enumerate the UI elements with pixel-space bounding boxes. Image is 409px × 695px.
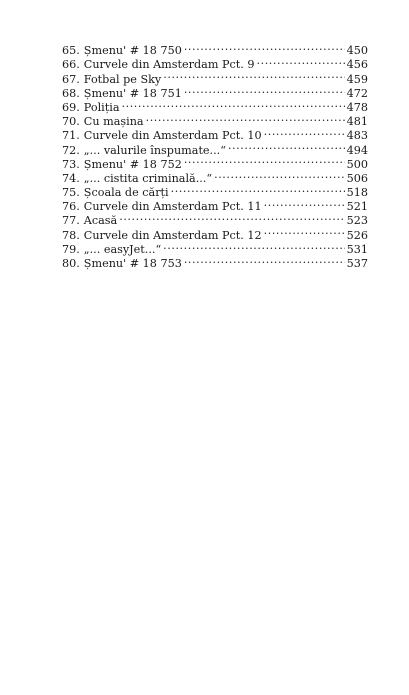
toc-entry-page: 483	[346, 129, 368, 143]
toc-entry-page: 537	[346, 257, 368, 270]
toc-dot-leader	[184, 253, 345, 267]
toc-entry-title: Curvele din Amsterdam Pct. 9	[83, 58, 255, 72]
toc-entry	[62, 40, 368, 58]
toc-entry-page: 481	[346, 115, 368, 129]
table-of-contents	[62, 40, 368, 270]
toc-entry-title: Poliția	[83, 100, 120, 114]
toc-entry-number: 75.	[62, 186, 80, 200]
toc-entry-page: 526	[346, 228, 368, 242]
toc-entry-title: „... easyJet...“	[83, 242, 162, 256]
toc-entry-page: 456	[346, 58, 368, 72]
toc-entry-number: 68.	[62, 86, 80, 100]
toc-entry-page: 523	[346, 214, 368, 228]
toc-entry-page: 506	[346, 171, 368, 185]
toc-entry-title: Școala de cărți	[83, 186, 169, 200]
toc-entry-title: Cu mașina	[83, 115, 144, 129]
toc-entry-title: Curvele din Amsterdam Pct. 12	[83, 228, 262, 242]
toc-dot-leader	[257, 54, 345, 68]
toc-entry-number: 70.	[62, 115, 80, 129]
toc-entry-number: 66.	[62, 58, 80, 72]
toc-dot-leader	[264, 125, 345, 139]
toc-entry-page: 521	[346, 200, 368, 214]
toc-entry-title: „... valurile înspumate...“	[83, 143, 226, 157]
toc-dot-leader	[264, 224, 345, 238]
toc-entry-title: „... cistita criminală...“	[83, 171, 213, 185]
toc-dot-leader	[122, 97, 345, 111]
toc-entry-title: Curvele din Amsterdam Pct. 11	[83, 200, 262, 214]
toc-entry-page: 459	[346, 72, 368, 86]
toc-entry-number: 80.	[62, 257, 80, 270]
toc-entry-title: Șmenu' # 18 753	[83, 257, 182, 270]
toc-entry-number: 72.	[62, 143, 80, 157]
toc-dot-leader	[228, 139, 345, 153]
toc-dot-leader	[184, 83, 345, 97]
toc-dot-leader	[171, 182, 345, 196]
toc-entry-page: 472	[346, 86, 368, 100]
toc-entry-title: Acasă	[83, 214, 118, 228]
toc-dot-leader	[264, 196, 345, 210]
toc-entry-page: 494	[346, 143, 368, 157]
toc-entry-number: 65.	[62, 44, 80, 58]
toc-entry-number: 71.	[62, 129, 80, 143]
toc-entry-number: 79.	[62, 242, 80, 256]
toc-entry-title: Fotbal pe Sky	[83, 72, 162, 86]
toc-entry-number: 77.	[62, 214, 80, 228]
toc-entry-title: Curvele din Amsterdam Pct. 10	[83, 129, 262, 143]
toc-entry-number: 73.	[62, 157, 80, 171]
toc-dot-leader	[163, 239, 344, 253]
toc-dot-leader	[146, 111, 345, 125]
toc-entry-title: Șmenu' # 18 750	[83, 44, 182, 58]
toc-entry-number: 74.	[62, 171, 80, 185]
toc-dot-leader	[163, 68, 344, 82]
toc-entry-number: 78.	[62, 228, 80, 242]
toc-entry-page: 518	[346, 186, 368, 200]
toc-entry-page: 500	[346, 157, 368, 171]
toc-entry-number: 76.	[62, 200, 80, 214]
toc-dot-leader	[214, 168, 345, 182]
toc-entry-page: 531	[346, 242, 368, 256]
toc-dot-leader	[119, 210, 344, 224]
toc-entry-number: 69.	[62, 100, 80, 114]
toc-entry-number: 67.	[62, 72, 80, 86]
toc-entry-page: 478	[346, 100, 368, 114]
toc-dot-leader	[184, 40, 345, 54]
toc-entry-page: 450	[346, 44, 368, 58]
toc-entry-title: Șmenu' # 18 751	[83, 86, 182, 100]
toc-dot-leader	[184, 154, 345, 168]
toc-entry-title: Șmenu' # 18 752	[83, 157, 182, 171]
